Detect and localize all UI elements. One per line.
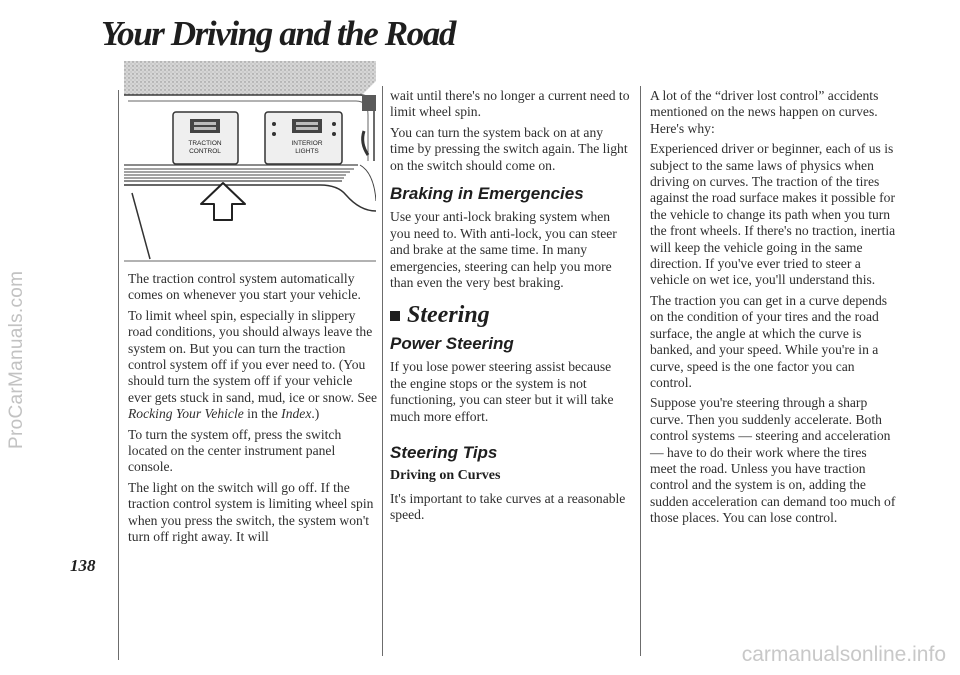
paragraph: It's important to take curves at a reasonable speed. <box>390 490 626 523</box>
column-divider-1 <box>382 86 383 656</box>
switch-label-lights: LIGHTS <box>295 148 319 155</box>
bottom-watermark: carmanualsonline.info <box>741 643 946 666</box>
paragraph: The traction you can get in a curve depends on the condition of your tires and the road surface, the angle at which the curve is banked, and your speed. While you're in a curve, speed is the one factor you can control. <box>650 292 888 390</box>
traction-control-switch-illustration <box>124 61 376 262</box>
subheading-driving-on-curves: Driving on Curves <box>390 468 501 484</box>
paragraph: Use your anti-lock braking system when you need to. With anti-lock, you can steer and brake at the same time. In many emergencies, steering can help you more than even the very best braking. <box>390 209 617 291</box>
column-2 <box>390 88 630 528</box>
square-bullet-icon <box>390 311 400 321</box>
switch-label-control: CONTROL <box>189 148 221 155</box>
index-reference: Index <box>281 406 312 422</box>
paragraph: A lot of the “driver lost control” accidents mentioned on the news happen on curves. Here's why: <box>650 88 879 136</box>
paragraph: You can turn the system back on at any time by pressing the switch again. The light on the switch should come on. <box>390 124 628 173</box>
page-number: 138 <box>70 556 96 575</box>
side-watermark: ProCarManuals.com <box>6 270 27 450</box>
heading-steering-tips: Steering Tips <box>390 442 498 462</box>
paragraph: If you lose power steering assist because the engine stops or the system is not functioning, you can steer but it will take much more effort. <box>390 359 614 424</box>
paragraph: The light on the switch will go off. If the traction control system is limiting wheel spin when you press the switch, the system won't turn off right away. It will <box>128 479 374 545</box>
left-margin-rule <box>118 90 119 660</box>
paragraph: Experienced driver or beginner, each of us is subject to the same laws of physics when driving on curves. The traction of the tires against the road surface makes it possible for the vehicle to change its path when you turn the front wheels. If there's no traction, inertia will keep the vehicle going in the same direction. If you've ever tried to steer a vehicle on wet ice, you'll understand this. <box>650 141 896 288</box>
paragraph: Suppose you're steering through a sharp curve. Then you suddenly accelerate. Both control systems — steering and acceleration — have to do their work where the tires meet the road. Unless you have traction control and the system is on, adding the sudden acceleration can demand too much of those places. You can lose control. <box>650 395 896 526</box>
cross-reference-topic: Rocking Your Vehicle <box>128 406 244 422</box>
paragraph: The traction control system automatically comes on whenever you start your vehicle. <box>128 271 361 303</box>
paragraph: wait until there's no longer a current need to limit wheel spin. <box>390 88 630 120</box>
switch-label-interior: INTERIOR <box>291 140 323 147</box>
section-heading-steering: Steering <box>390 307 630 323</box>
page-header: Your Driving and the Road <box>101 14 455 53</box>
column-3 <box>650 88 896 531</box>
heading-braking-in-emergencies: Braking in Emergencies <box>390 184 584 204</box>
heading-power-steering: Power Steering <box>390 333 514 353</box>
paragraph: To turn the system off, press the switch located on the center instrument panel console. <box>128 426 342 475</box>
column-divider-2 <box>640 86 641 656</box>
column-1 <box>128 271 378 550</box>
paragraph: To limit wheel spin, especially in slippery road conditions, you should always leave the system on. But you can turn the traction control system off if you ever need to. (You should turn the system off if your vehicle ever gets stuck in sand, mud, ice or snow. See Rocking Your Vehicle in the Index.) <box>128 307 378 422</box>
switch-label-traction: TRACTION <box>188 140 222 147</box>
